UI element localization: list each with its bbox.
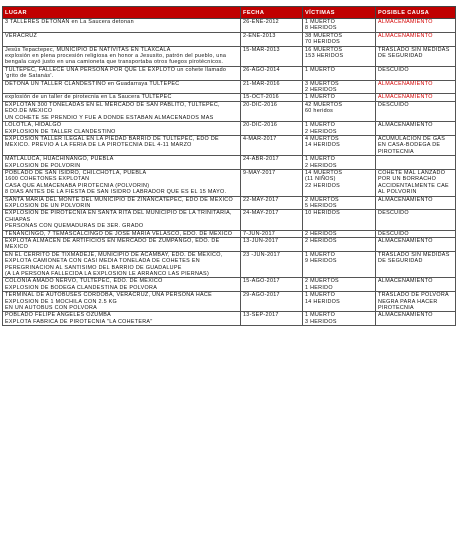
table-row [3,46,456,66]
table-row [3,19,456,33]
row-fecha-cell: 24-MAY-2017 [241,210,303,230]
row-causa-cell: ALMACENAMIENTO [376,278,456,292]
table-row [3,312,456,326]
row-causa-cell: ALMACENAMIENTO [376,196,456,210]
row-fecha-cell: 29-AGO-2017 [241,292,303,312]
row-victimas-cell: 4 MUERTOS 14 HERIDOS [303,135,376,155]
row-fecha-cell: 4-MAR-2017 [241,135,303,155]
row-fecha-cell: 13-JUN-2017 [241,238,303,252]
table-row [3,66,456,80]
row-lugar-cell: EXPLOSION TALLER ILEGAL EN LA PIEDAD BARRIO DE TULTEPEC, EDO DE MEXICO. PREVIO A LA FERIA DE LA PIROTECNIA DEL 4-11 MARZO [3,135,241,155]
row-victimas-cell: 38 MUERTOS 70 HERIDOS [303,32,376,46]
table-row [3,101,456,121]
table-row [3,278,456,292]
row-lugar-cell: COLONIA AMADO NERVO, TULTEPEC, EDO. DE MEXICO EXPLOSION DE BODEGA CLANDESTINA DE POLVORA [3,278,241,292]
row-victimas-cell: 2 MUERTOS 5 HERIDOS [303,196,376,210]
row-fecha-cell: 20-DIC-2016 [241,101,303,121]
row-lugar-cell: LOLOTLA, HIDALGO EXPLOSION DE TALLER CLANDESTINO [3,122,241,136]
table-row [3,292,456,312]
row-fecha-cell: 13-SEP-2017 [241,312,303,326]
row-lugar-cell: DETONA UN TALLER CLANDESTINO en Guadarraya TULTEPEC [3,80,241,94]
table-row [3,230,456,237]
header-fecha: FECHA [241,7,303,19]
row-lugar-cell: EXPLOSION DE PIROTECNIA EN SANTA RITA DEL MUNICIPIO DE LA TRINITARIA, CHIAPAS PERSONAS CON QUEMADURAS DE 3ER. GRADO [3,210,241,230]
row-lugar-cell: TENANCINGO, 7 TEMASCALCINGO DE JOSE MARIA VELASCO, EDO. DE MEXICO [3,230,241,237]
table-header-row [3,7,456,19]
row-victimas-cell: 1 MUERTO 2 HERIDOS [303,122,376,136]
table-row [3,238,456,252]
row-victimas-cell: 1 MUERTO 3 HERIDOS [303,312,376,326]
row-victimas-cell: 3 MUERTOS 2 HERIDOS [303,80,376,94]
row-lugar-cell: POBLADO FELIPE ANGELES OZUMBA EXPLOTA FABRICA DE PIROTECNIA "LA COHETERA" [3,312,241,326]
row-lugar-cell: EXPLOTA ALMACEN DE ARTIFICIOS EN MERCADO DE ZUMPANGO, EDO. DE MEXICO [3,238,241,252]
row-fecha-cell: 26-AGO-2014 [241,66,303,80]
table-row [3,32,456,46]
row-causa-cell [376,156,456,170]
row-fecha-cell: 9-MAY-2017 [241,169,303,196]
row-causa-cell: TRASLADO SIN MEDIDAS DE SEGURIDAD [376,251,456,278]
row-victimas-cell: 1 MUERTO 8 HERIDOS [303,19,376,33]
row-causa-cell: COHETE MAL LANZADO POR UN BORRACHO ACCIDENTALMENTE CAE AL POLVORIN [376,169,456,196]
row-lugar-cell: POBLADO DE SAN ISIDRO, CHILCHOTLA, PUEBLA 1600 COHETONES EXPLOTAN CASA QUE ALMACENABA PIROTECNIA (POLVORIN) 8 DIAS ANTES DE LA FIESTA DE SAN ISIDRO LABRADOR QUE ES EL 15 MAYO. [3,169,241,196]
row-fecha-cell: 15-MAR-2013 [241,46,303,66]
row-causa-cell: DESCUIDO [376,230,456,237]
row-fecha-cell: 26-ENE-2012 [241,19,303,33]
table-row [3,210,456,230]
row-lugar-cell: TULTEPEC, FALLECE UNA PERSONA POR QUE LE EXPLOTO un cohete llamado 'grito de Satanás'. [3,66,241,80]
row-lugar-cell: Jesús Tepactepec, MUNICIPIO DE NATIVITAS EN TLAXCALA explosión en plena procesión religiosa en honor a Jesusito, patrón del pueblo, una bengala cayó justo en una camioneta que transportaba otros fuegos pirotécnicos. [3,46,241,66]
row-lugar-cell: VERACRUZ [3,32,241,46]
row-lugar-cell: 3 TALLERES DETONAN en La Saucera detonan [3,19,241,33]
table-row [3,122,456,136]
row-fecha-cell: 21-MAR-2016 [241,80,303,94]
row-victimas-cell: 2 MUERTOS 1 HERIDO [303,278,376,292]
row-lugar-cell: explosión de un taller de pirotecnia en La Saucera TULTEPEC [3,94,241,101]
row-fecha-cell: 23 -JUN-2017 [241,251,303,278]
row-causa-cell: DESCUIDO [376,66,456,80]
row-causa-cell: ALMACENAMIENTO [376,122,456,136]
header-victimas: VÍCTIMAS [303,7,376,19]
row-victimas-cell: 1 MUERTO 9 HERIDOS [303,251,376,278]
row-fecha-cell: 15-AGO-2017 [241,278,303,292]
row-causa-cell: TRASLADO DE POLVORA NEGRA PARA HACER PIROTECNIA [376,292,456,312]
incidents-table [2,6,456,326]
row-lugar-cell: MATLALUCA, HUACHINANGO, PUEBLA EXPLOSION DE POLVORIN [3,156,241,170]
table-row [3,135,456,155]
table-row [3,80,456,94]
row-victimas-cell: 10 HERIDOS [303,210,376,230]
header-causa: POSIBLE CAUSA [376,7,456,19]
row-fecha-cell: 20-DIC-2016 [241,122,303,136]
row-causa-cell: ACUMULACION DE GAS EN CASA-BODEGA DE PIROTECNIA [376,135,456,155]
row-fecha-cell: 22-MAY-2017 [241,196,303,210]
row-causa-cell: ALMACENAMIENTO [376,94,456,101]
row-victimas-cell: 42 MUERTOS 60 heridos [303,101,376,121]
row-lugar-cell: EXPLOTAN 300 TONELADAS EN EL MERCADO DE SAN PABLITO, TULTEPEC, EDO.DE MEXICO UN COHETE SE PRENDIO Y FUE A DONDE ESTABAN ALMACENADOS MAS [3,101,241,121]
row-causa-cell: ALMACENAMIENTO [376,312,456,326]
row-causa-cell: TRASLADO SIN MEDIDAS DE SEGURIDAD [376,46,456,66]
row-fecha-cell: 24-ABR-2017 [241,156,303,170]
row-causa-cell: DESCUIDO [376,101,456,121]
row-victimas-cell: 1 MUERTO 2 HERIDOS [303,156,376,170]
row-causa-cell: DESCUIDO [376,210,456,230]
row-fecha-cell: 15-OCT-2016 [241,94,303,101]
table-row [3,251,456,278]
row-lugar-cell: SANTA MARIA DEL MONTE DEL MUNICIPIO DE ZINANCATEPEC, EDO DE MEXICO EXPLOSION DE UN POLVORIN [3,196,241,210]
row-causa-cell: ALMACENAMIENTO [376,19,456,33]
row-victimas-cell: 2 HERIDOS [303,230,376,237]
row-victimas-cell: 1 MUERTO 14 HERIDOS [303,292,376,312]
table-row [3,94,456,101]
row-fecha-cell: 2-ENE-2013 [241,32,303,46]
header-lugar: LUGAR [3,7,241,19]
row-victimas-cell: 1 MUERTO [303,66,376,80]
table-row [3,196,456,210]
row-causa-cell: ALMACENAMIENTO [376,80,456,94]
row-victimas-cell: 16 MUERTOS 153 HERIDOS [303,46,376,66]
row-fecha-cell: 7-JUN-2017 [241,230,303,237]
row-victimas-cell: 14 MUERTOS (11 NIÑOS) 22 HERIDOS [303,169,376,196]
table-row [3,169,456,196]
row-causa-cell: ALMACENAMIENTO [376,238,456,252]
table-row [3,156,456,170]
row-lugar-cell: EN EL CERRITO DE TIXMADEJE, MUNICIPIO DE ACAMBAY, EDO. DE MEXICO, EXPLOTA CAMIONETA CON CASI MEDIA TONELADA DE COHETES EN PEREGRINACION AL SANTISIMO DEL BARRIO DE GUADALUPE (A LA PERSONA FALLECIDA LA EXPLOSION LE ARRANCO LAS PIERNAS) [3,251,241,278]
row-victimas-cell: 1 MUERTO [303,94,376,101]
row-lugar-cell: TERMINAL DE AUTOBUSES CORDOBA, VERACRUZ, UNA PERSONA HACE EXPLOSION DE 1 MOCHILA CON 2.5 KG EN UN AUTOBUS CON POLVORA [3,292,241,312]
table-body [3,19,456,326]
row-causa-cell: ALMACENAMIENTO [376,32,456,46]
row-victimas-cell: 2 HERIDOS [303,238,376,252]
